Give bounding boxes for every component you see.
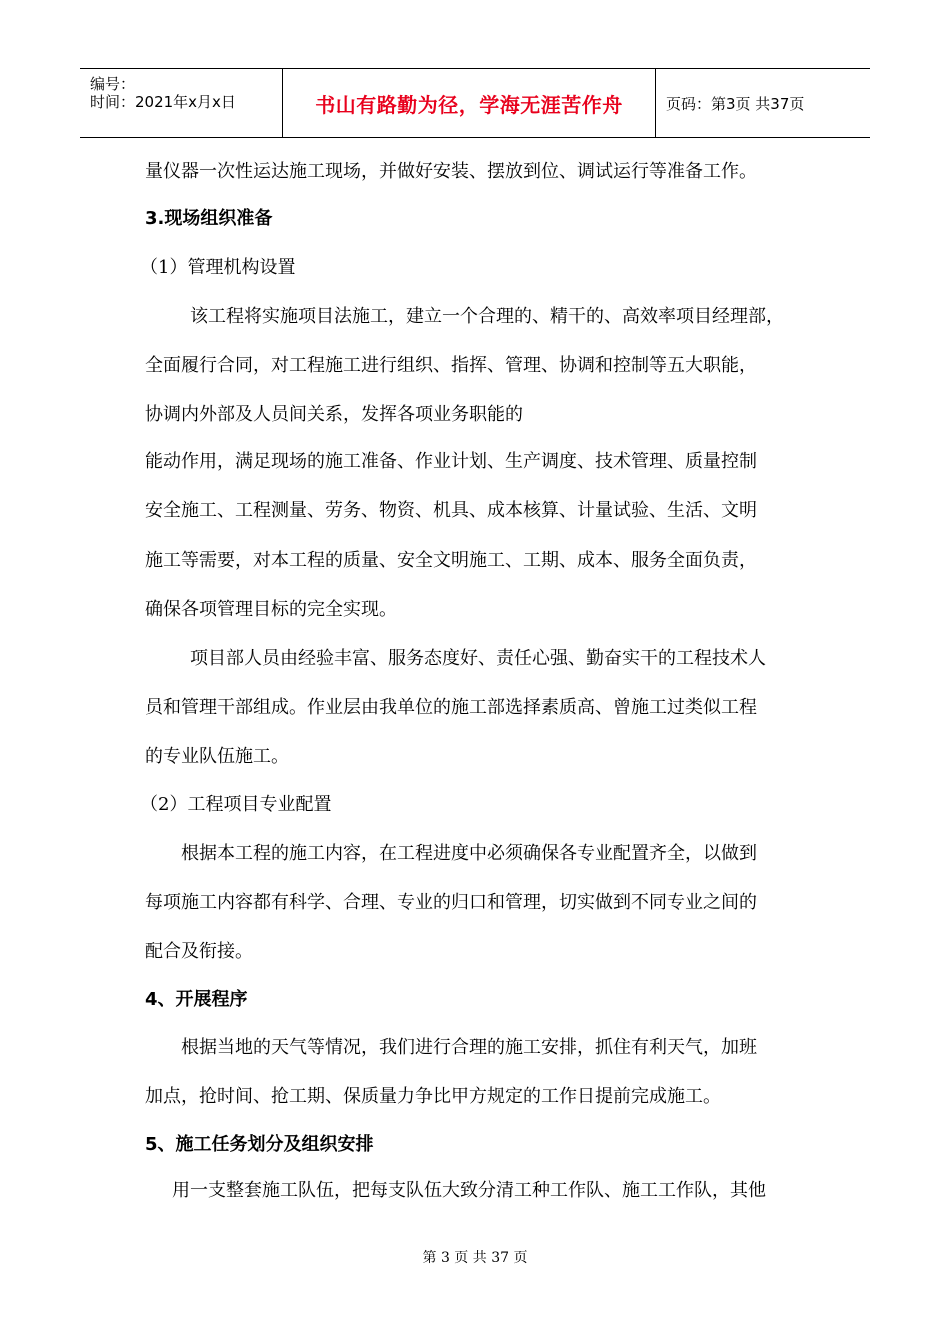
serial-label: 编号： xyxy=(90,75,136,93)
body-line: 全面履行合同，对工程施工进行组织、指挥、管理、协调和控制等五大职能， xyxy=(145,355,757,376)
section-heading: 3.现场组织准备 xyxy=(145,208,273,229)
body-line: 安全施工、工程测量、劳务、物资、机具、成本核算、计量试验、生活、文明 xyxy=(145,500,757,521)
section-heading: 4、开展程序 xyxy=(145,989,248,1010)
subsection-heading: （1）管理机构设置 xyxy=(140,257,296,278)
motto-text: 书山有路勤为径，学海无涯苦作舟 xyxy=(315,92,623,117)
body-line: 用一支整套施工队伍，把每支队伍大致分清工种工作队、施工工作队，其他 xyxy=(172,1180,766,1201)
body-line: 确保各项管理目标的完全实现。 xyxy=(145,599,397,620)
body-line: 协调内外部及人员间关系，发挥各项业务职能的 xyxy=(145,404,523,425)
section-heading: 5、施工任务划分及组织安排 xyxy=(145,1134,374,1155)
body-line: 该工程将实施项目法施工，建立一个合理的、精干的、高效率项目经理部， xyxy=(190,306,784,327)
header-meta-cell xyxy=(80,69,283,137)
body-line: 配合及衔接。 xyxy=(145,941,253,962)
body-line: 每项施工内容都有科学、合理、专业的归口和管理，切实做到不同专业之间的 xyxy=(145,892,757,913)
body-line: 根据当地的天气等情况，我们进行合理的施工安排，抓住有利天气，加班 xyxy=(181,1037,757,1058)
time-label: 时间：2021年x月x日 xyxy=(90,93,236,111)
body-line: 施工等需要，对本工程的质量、安全文明施工、工期、成本、服务全面负责， xyxy=(145,550,757,571)
body-line: 项目部人员由经验丰富、服务态度好、责任心强、勤奋实干的工程技术人 xyxy=(190,648,766,669)
body-line: 能动作用，满足现场的施工准备、作业计划、生产调度、技术管理、质量控制 xyxy=(145,451,757,472)
body-line: 员和管理干部组成。作业层由我单位的施工部选择素质高、曾施工过类似工程 xyxy=(145,697,757,718)
body-line: 量仪器一次性运达施工现场，并做好安装、摆放到位、调试运行等准备工作。 xyxy=(145,161,757,182)
page-header xyxy=(80,68,870,138)
body-line: 根据本工程的施工内容，在工程进度中必须确保各专业配置齐全，以做到 xyxy=(181,843,757,864)
header-page-cell xyxy=(656,69,870,137)
header-page-info: 页码：第3页 共37页 xyxy=(666,94,805,113)
body-line: 的专业队伍施工。 xyxy=(145,746,289,767)
header-motto-cell xyxy=(283,69,656,137)
subsection-heading: （2）工程项目专业配置 xyxy=(140,794,332,815)
body-line: 加点，抢时间、抢工期、保质量力争比甲方规定的工作日提前完成施工。 xyxy=(145,1086,721,1107)
page-footer: 第 3 页 共 37 页 xyxy=(422,1250,528,1266)
